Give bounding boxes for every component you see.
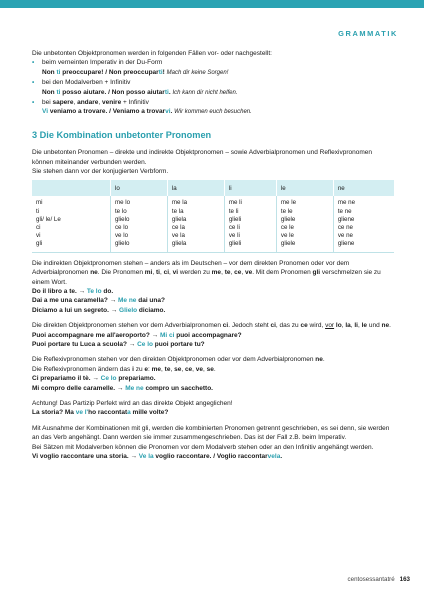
table-row: ti te lo te la te li te le te ne [32, 208, 394, 216]
table-header-cell [32, 180, 110, 196]
example-line: Do il libro a te. → Te lo do. [32, 287, 114, 295]
table-header-cell: li [224, 180, 276, 196]
intro-paragraph: Die unbetonten Objektpronomen werden in folgenden Fällen vor- oder nachgestellt: [32, 50, 272, 57]
example-line: Diciamo a lui un segreto. → Glielo diciamo. [32, 306, 166, 314]
table-row: gli/ le/ Le glielo gliela glieli gliele gliene [32, 216, 394, 224]
table-row: gli glielo gliela glieli gliele gliene [32, 240, 394, 252]
example-line: Puoi accompagnare me all'aeroporto? → Mi ci puoi accompagnare? [32, 331, 242, 339]
page-footer [348, 576, 410, 583]
paragraph: Die direkten Objektpronomen stehen vor dem Adverbialpronomen ci. Jedoch steht ci, das zu ce wird, vor lo, la, li, le und ne. [32, 322, 391, 330]
bullet-item: • beim verneinten Imperativ in der Du-Form Non ti preoccupare! / Non preoccuparti! Mach dir keine Sorgen! [32, 58, 394, 78]
page-number: 163 [399, 576, 410, 583]
example-line: Ci prepariamo il tè. → Ce lo prepariamo. [32, 375, 156, 383]
bullet-icon: • [32, 79, 35, 87]
example-line: Vi voglio raccontare una storia. → Ve la voglio raccontare. / Voglio raccontarvela. [32, 453, 283, 460]
paragraph: Sie stehen dann vor der konjugierten Verbform. [32, 168, 169, 176]
paragraph: Die Reflexivpronomen stehen vor den direkten Objektpronomen oder vor dem Adverbialpronomen ne. [32, 356, 325, 364]
table-row: mi me lo me la me li me le me ne [32, 196, 394, 207]
warning-note: Achtung! Das Partizip Perfekt wird an das direkte Objekt angeglichen! [32, 399, 233, 407]
paragraph: Die Reflexivpronomen ändern das i zu e: me, te, se, ce, ve, se. [32, 365, 216, 373]
section-header: GRAMMATIK [338, 29, 398, 38]
table-header-row [32, 180, 394, 196]
example-line: Mi compro delle caramelle. → Me ne compro un sacchetto. [32, 384, 213, 392]
bullet-icon: • [32, 99, 35, 107]
example-line: La storia? Ma ve l'ho raccontata mille volte? [32, 409, 169, 417]
example-line: Non ti posso aiutare. / Non posso aiutarti. Ich kann dir nicht helfen. [42, 88, 238, 96]
bullet-item: • bei sapere, andare, venire + Infinitiv Vi veniamo a trovare. / Veniamo a trovarvi. Wir kommen euch besuchen. [32, 98, 394, 118]
page-content [32, 49, 394, 461]
paragraph: Die unbetonten Pronomen – direkte und indirekte Objektpronomen – sowie Adverbialpronomen und Reflexivpronomen können miteinander verbunden werden. [32, 149, 373, 166]
example-line: Vi veniamo a trovare. / Veniamo a trovarvi. Wir kommen euch besuchen. [42, 108, 252, 116]
table-header-cell: lo [110, 180, 167, 196]
table-row: ci ce lo ce la ce li ce le ce ne [32, 224, 394, 232]
example-line: Non ti preoccupare! / Non preoccuparti! Mach dir keine Sorgen! [42, 68, 229, 76]
table-header-cell: ne [333, 180, 394, 196]
paragraph: Bei Sätzen mit Modalverben können die Pronomen vor dem Modalverb stehen oder an den Infinitiv angehängt werden. [32, 443, 374, 451]
table-header-cell: le [276, 180, 333, 196]
table-header-cell: la [167, 180, 224, 196]
section-title: 3 Die Kombination unbetonter Pronomen [32, 129, 212, 140]
pronoun-table [32, 180, 394, 252]
paragraph: Die indirekten Objektpronomen stehen – anders als im Deutschen – vor dem direkten Pronomen oder vor dem Adverbialpronomen ne. Die Pronomen mi, ti, ci, vi werden zu me, te, ce, ve. Mit dem Pronomen gli verschmelzen sie zu einem Wort. [32, 259, 381, 286]
page-number-words: centosessantatré [347, 576, 395, 583]
bullet-icon: • [32, 59, 35, 67]
bullet-item: • bei den Modalverben + Infinitiv Non ti posso aiutare. / Non posso aiutarti. Ich kann dir nicht helfen. [32, 78, 394, 98]
paragraph: Mit Ausnahme der Kombinationen mit gli, werden die kombinierten Pronomen getrennt geschrieben, es sei denn, sie werden an das Verb angehängt. Dann werden sie immer zusammengeschrieben. Das ist der Fall z.B. beim Imperativ. [32, 424, 390, 442]
example-line: Puoi portare tu Luca a scuola? → Ce lo puoi portare tu? [32, 340, 205, 348]
top-accent-bar [0, 0, 424, 8]
example-line: Dai a me una caramella? → Me ne dai una? [32, 297, 165, 305]
table-row: vi ve lo ve la ve li ve le ve ne [32, 232, 394, 240]
